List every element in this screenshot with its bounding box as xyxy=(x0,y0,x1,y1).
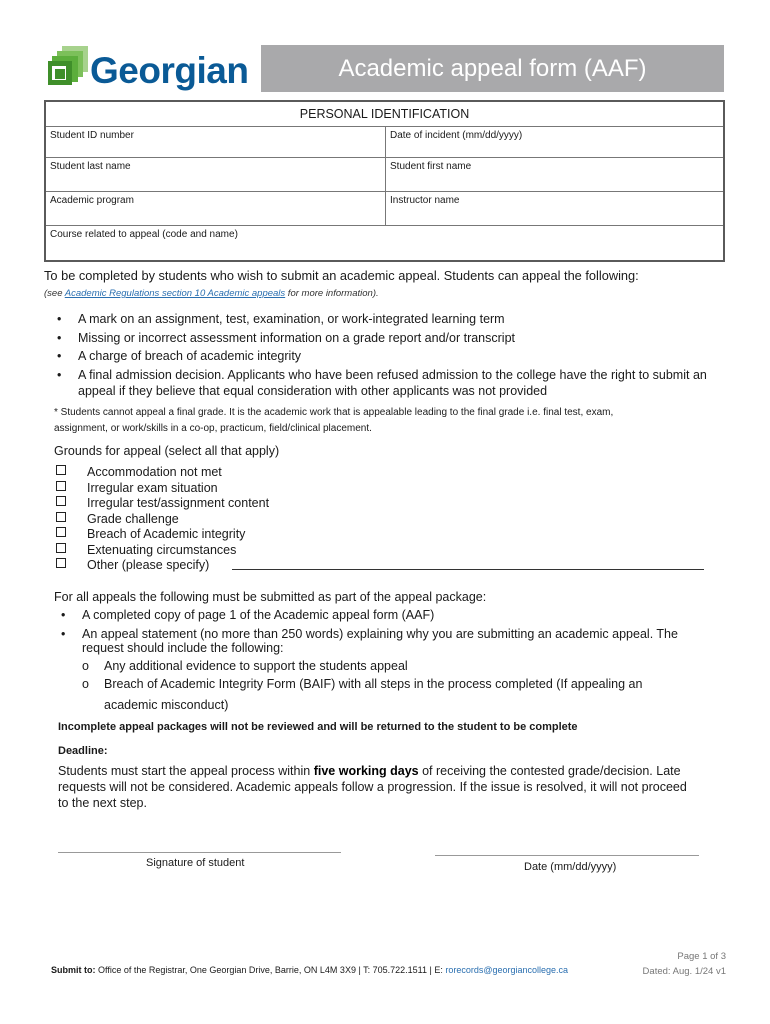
page-number: Page 1 of 3 xyxy=(677,951,726,962)
last-name-label: Student last name xyxy=(50,161,131,172)
appeal-item-text: Missing or incorrect assessment information on a grade report and/or transcript xyxy=(78,331,515,345)
appeal-item xyxy=(57,311,505,327)
date-line[interactable] xyxy=(435,855,699,856)
first-name-label: Student first name xyxy=(390,161,472,172)
package-item xyxy=(61,607,434,623)
bullet-icon: • xyxy=(61,627,66,641)
sub-marker: o xyxy=(82,659,89,673)
grounds-option: Irregular test/assignment content xyxy=(87,496,270,510)
see-prefix: (see xyxy=(44,288,65,299)
submit-label: Submit to: xyxy=(51,965,96,975)
deadline-text-part: of receiving the contested grade/decision. Late xyxy=(418,764,681,778)
accommodation-checkbox[interactable] xyxy=(56,465,66,475)
sub-item-continued: academic misconduct) xyxy=(104,698,229,712)
deadline-text xyxy=(58,763,738,811)
deadline-heading: Deadline: xyxy=(58,745,108,757)
grounds-option: Other (please specify) xyxy=(87,558,210,572)
bullet-icon: • xyxy=(57,331,62,345)
grounds-option: Grade challenge xyxy=(87,512,179,526)
bullet-icon: • xyxy=(57,312,62,326)
package-item-continued: request should include the following: xyxy=(82,641,284,655)
form-title: Academic appeal form (AAF) xyxy=(338,55,647,82)
student-id-label: Student ID number xyxy=(50,130,134,141)
date-label: Date (mm/dd/yyyy) xyxy=(524,861,617,873)
bullet-icon: • xyxy=(61,608,66,622)
deadline-emphasis: five working days xyxy=(313,764,419,778)
see-suffix: for more information). xyxy=(285,288,379,299)
incomplete-warning: Incomplete appeal packages will not be reviewed and will be returned to the student to be complete xyxy=(58,721,578,733)
bullet-icon: • xyxy=(57,349,62,363)
logo-text: Georgian xyxy=(90,50,249,91)
package-item-text: An appeal statement (no more than 250 words) explaining why you are submitting an academic appeal. The xyxy=(82,627,678,641)
final-grade-note xyxy=(54,405,613,437)
exam-situation-checkbox[interactable] xyxy=(56,481,66,491)
email-link[interactable]: rorecords@georgiancollege.ca xyxy=(445,965,569,975)
last-name-field[interactable] xyxy=(46,158,385,192)
student-id-field[interactable] xyxy=(46,127,385,158)
intro-heading: To be completed by students who wish to submit an academic appeal. Students can appeal the following: xyxy=(44,268,639,283)
deadline-text-part: Students must start the appeal process within xyxy=(58,764,314,778)
deadline-line: to the next step. xyxy=(58,796,147,810)
test-content-checkbox[interactable] xyxy=(56,496,66,506)
grounds-heading: Grounds for appeal (select all that apply) xyxy=(54,444,280,458)
grounds-option: Extenuating circumstances xyxy=(87,543,237,557)
appeal-item xyxy=(57,330,515,346)
academic-regulations-link[interactable]: Academic Regulations section 10 Academic appeals xyxy=(64,288,286,299)
appeal-item xyxy=(57,367,707,383)
regulations-reference xyxy=(44,288,379,299)
identification-heading: PERSONAL IDENTIFICATION xyxy=(46,102,723,127)
other-checkbox[interactable] xyxy=(56,558,66,568)
georgian-logo-icon xyxy=(48,44,90,88)
academic-integrity-checkbox[interactable] xyxy=(56,527,66,537)
note-line: assignment, or work/skills in a co-op, practicum, field/clinical placement. xyxy=(54,423,372,434)
sub-item: Any additional evidence to support the students appeal xyxy=(104,659,408,673)
submit-address: Office of the Registrar, One Georgian Drive, Barrie, ON L4M 3X9 | T: 705.722.1511 | E: xyxy=(95,965,446,975)
sub-item: Breach of Academic Integrity Form (BAIF) with all steps in the process completed (If appealing an xyxy=(104,677,643,691)
grounds-option: Breach of Academic integrity xyxy=(87,527,246,541)
grade-challenge-checkbox[interactable] xyxy=(56,512,66,522)
appeal-item-text: A mark on an assignment, test, examination, or work-integrated learning term xyxy=(78,312,505,326)
note-line: * Students cannot appeal a final grade. It is the academic work that is appealable leading to the final grade i.e. final test, exam, xyxy=(54,407,614,418)
academic-program-label: Academic program xyxy=(50,195,134,206)
course-label: Course related to appeal (code and name) xyxy=(50,229,238,240)
appeal-item-text: A final admission decision. Applicants who have been refused admission to the college have the right to submit an xyxy=(78,368,707,382)
academic-program-field[interactable] xyxy=(46,192,385,226)
grounds-option: Accommodation not met xyxy=(87,465,222,479)
deadline-line: requests will not be considered. Academic appeals follow a progression. If the issue is resolved, it will not proceed xyxy=(58,780,687,794)
instructor-field[interactable] xyxy=(386,192,723,226)
package-heading: For all appeals the following must be submitted as part of the appeal package: xyxy=(54,590,487,604)
signature-label: Signature of student xyxy=(146,857,245,869)
signature-line[interactable] xyxy=(58,852,341,853)
submit-info xyxy=(51,965,568,975)
appeal-item-text: A charge of breach of academic integrity xyxy=(78,349,302,363)
appeal-item xyxy=(57,348,301,364)
date-of-incident-field[interactable] xyxy=(386,127,723,158)
course-field[interactable] xyxy=(46,226,723,260)
extenuating-checkbox[interactable] xyxy=(56,543,66,553)
sub-marker: o xyxy=(82,677,89,691)
first-name-field[interactable] xyxy=(386,158,723,192)
bullet-icon: • xyxy=(57,368,62,382)
date-of-incident-label: Date of incident (mm/dd/yyyy) xyxy=(390,130,523,141)
grounds-option: Irregular exam situation xyxy=(87,481,218,495)
instructor-label: Instructor name xyxy=(390,195,460,206)
other-specify-line[interactable] xyxy=(232,569,704,570)
dated-version: Dated: Aug. 1/24 v1 xyxy=(642,966,726,977)
package-item-text: A completed copy of page 1 of the Academic appeal form (AAF) xyxy=(82,608,435,622)
appeal-item-continued: appeal if they believe that equal consideration with other applicants was not provided xyxy=(78,384,548,398)
